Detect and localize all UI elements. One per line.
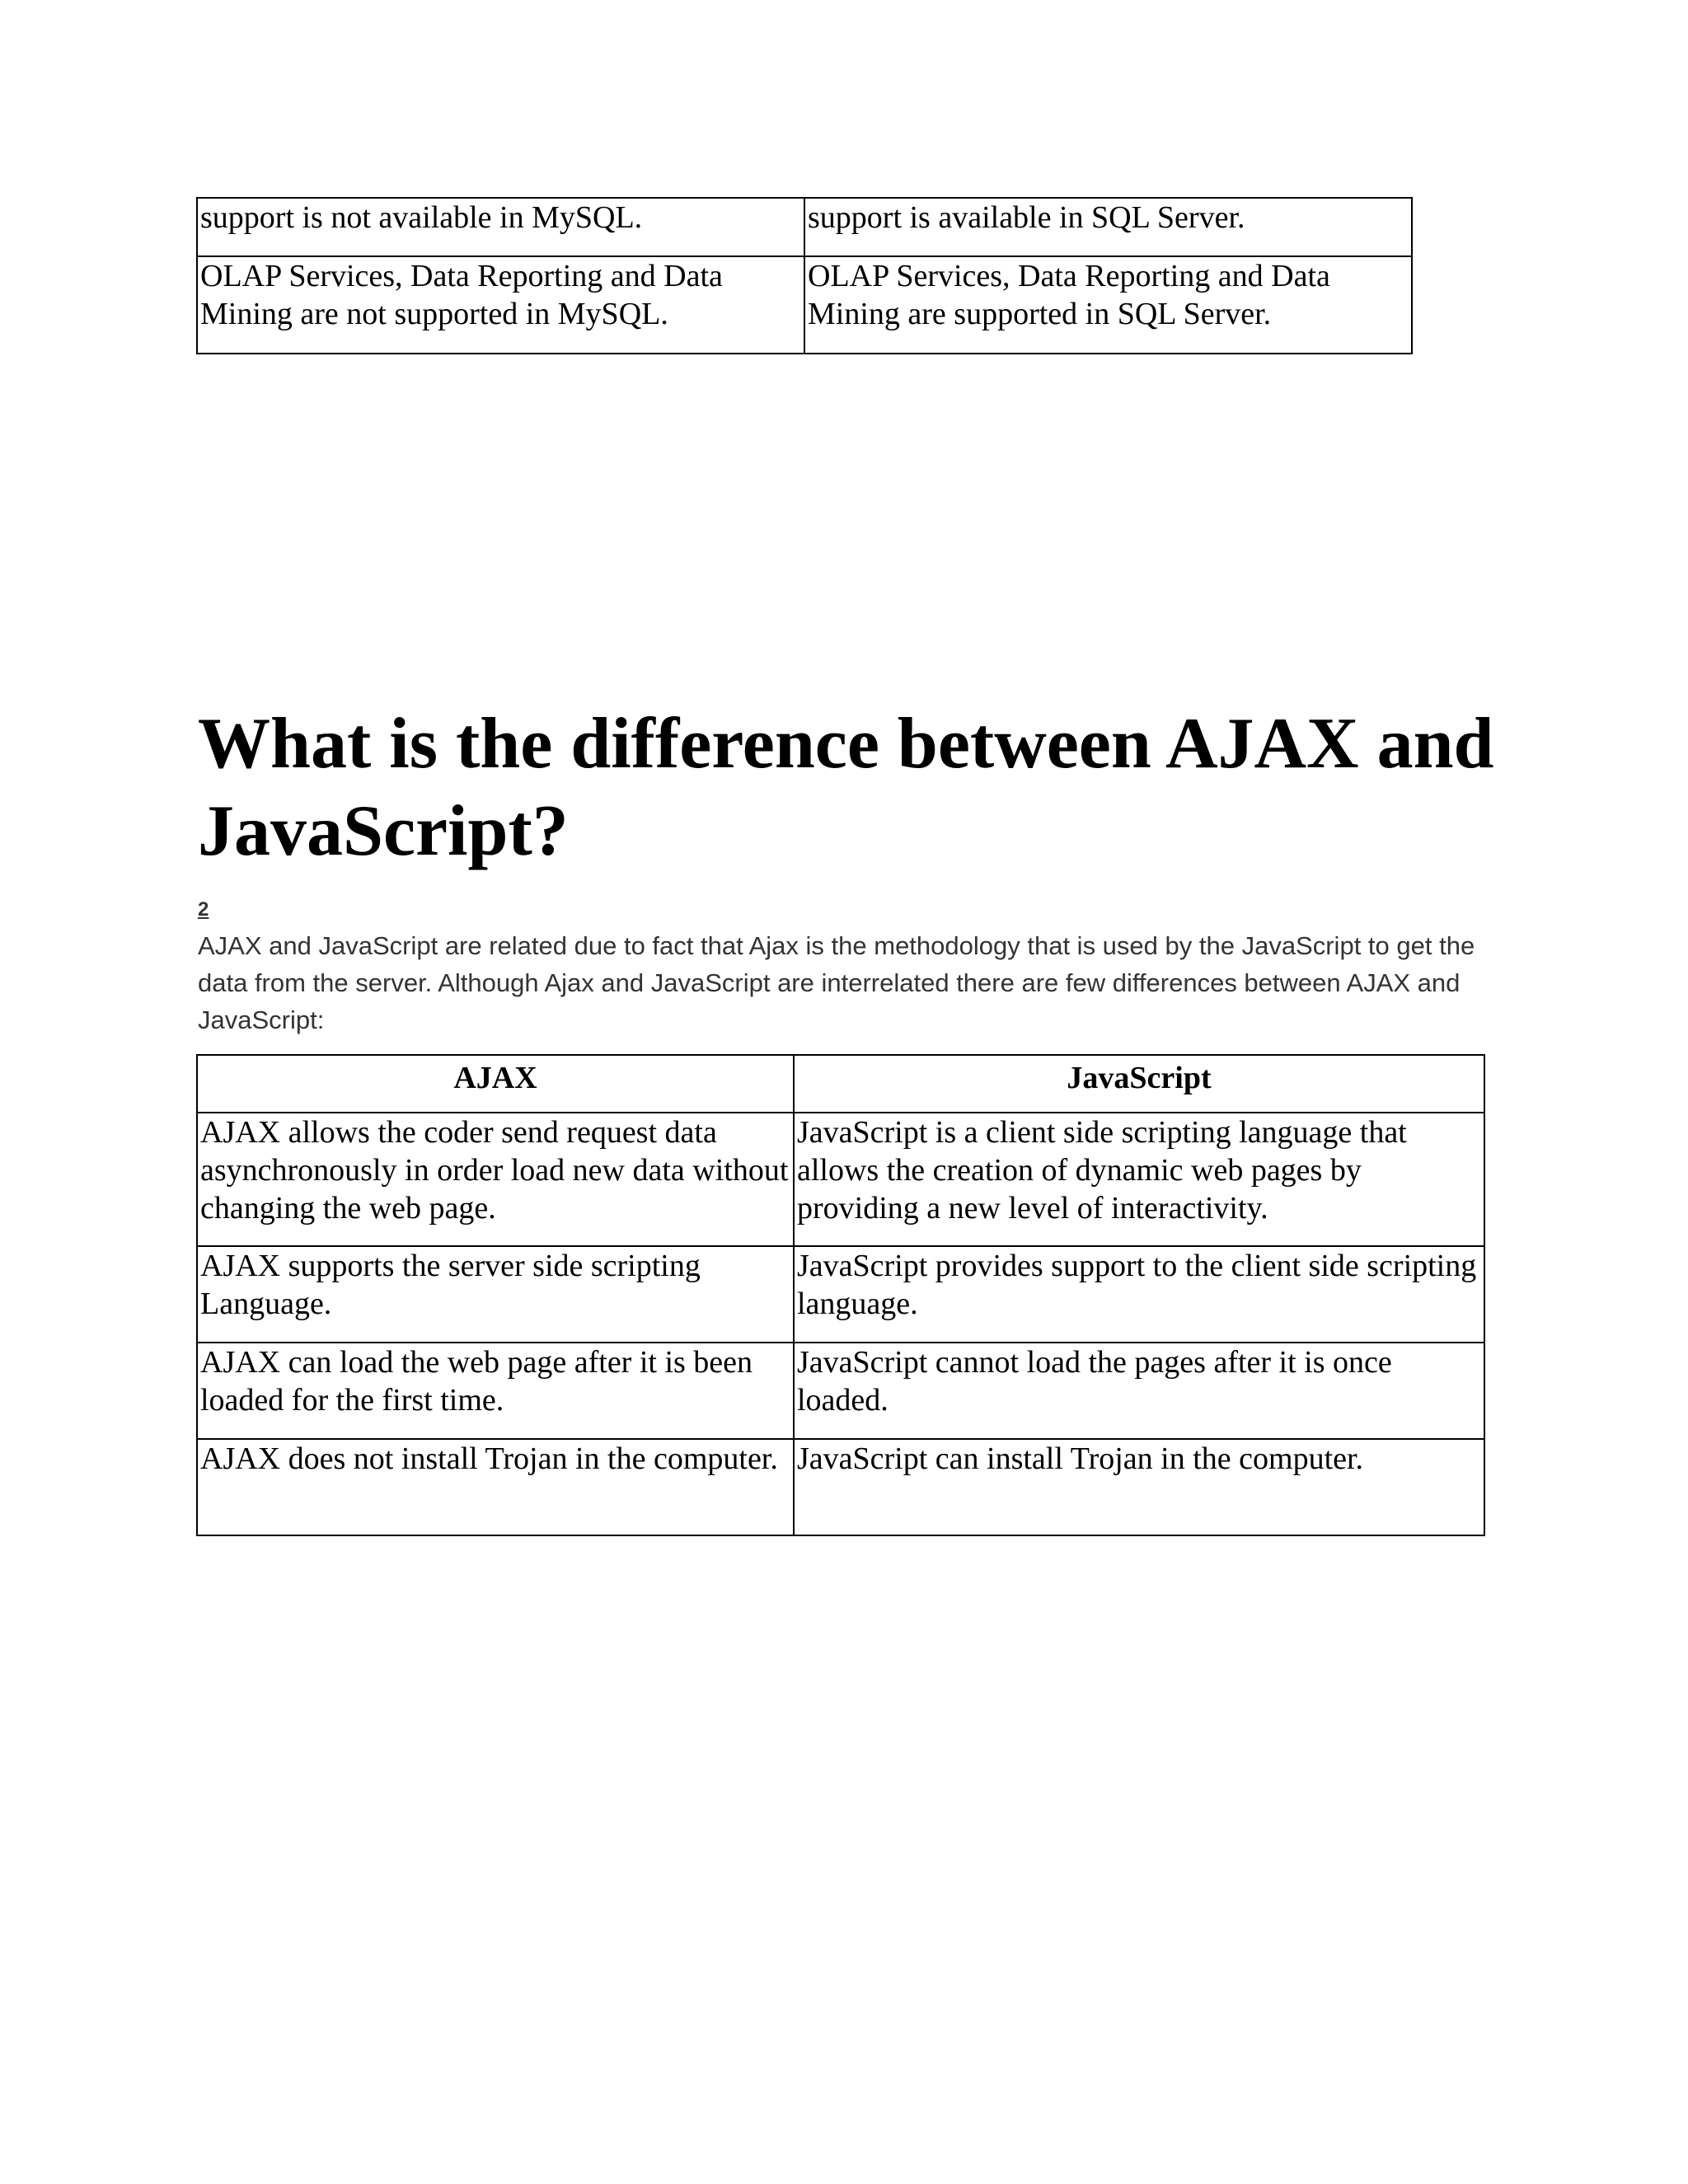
ajax-javascript-comparison-table <box>196 1054 1485 1536</box>
table-cell: support is available in SQL Server. <box>804 198 1412 256</box>
table-row <box>197 256 1412 354</box>
table-row <box>197 1343 1484 1439</box>
table-cell: JavaScript provides support to the client side scripting language. <box>794 1246 1484 1343</box>
table-cell: AJAX allows the coder send request data asynchronously in order load new data without changing the web page. <box>197 1113 794 1246</box>
table-cell: JavaScript can install Trojan in the computer. <box>794 1439 1484 1535</box>
section-heading: What is the difference between AJAX and JavaScript? <box>198 704 1494 871</box>
table-row <box>197 1113 1484 1246</box>
table-cell: OLAP Services, Data Reporting and Data Mining are supported in SQL Server. <box>804 256 1412 354</box>
table-cell: AJAX does not install Trojan in the computer. <box>197 1439 794 1535</box>
table-row <box>197 198 1412 256</box>
reference-link[interactable]: 2 <box>198 898 209 921</box>
table-header-row <box>197 1055 1484 1113</box>
table-row <box>197 1439 1484 1535</box>
column-header-javascript: JavaScript <box>794 1055 1484 1113</box>
table-cell: AJAX can load the web page after it is been loaded for the first time. <box>197 1343 794 1439</box>
table-cell: OLAP Services, Data Reporting and Data Mining are not supported in MySQL. <box>197 256 804 354</box>
intro-paragraph: AJAX and JavaScript are related due to fact that Ajax is the methodology that is used by the JavaScript to get the data from the server. Although Ajax and JavaScript are interrelated there are few differences between AJAX and JavaScript: <box>198 931 1475 1034</box>
table-cell: JavaScript cannot load the pages after it is once loaded. <box>794 1343 1484 1439</box>
table-cell: JavaScript is a client side scripting language that allows the creation of dynamic web pages by providing a new level of interactivity. <box>794 1113 1484 1246</box>
top-comparison-table <box>196 197 1413 354</box>
column-header-ajax: AJAX <box>197 1055 794 1113</box>
table-cell: support is not available in MySQL. <box>197 198 804 256</box>
table-cell: AJAX supports the server side scripting Language. <box>197 1246 794 1343</box>
table-row <box>197 1246 1484 1343</box>
